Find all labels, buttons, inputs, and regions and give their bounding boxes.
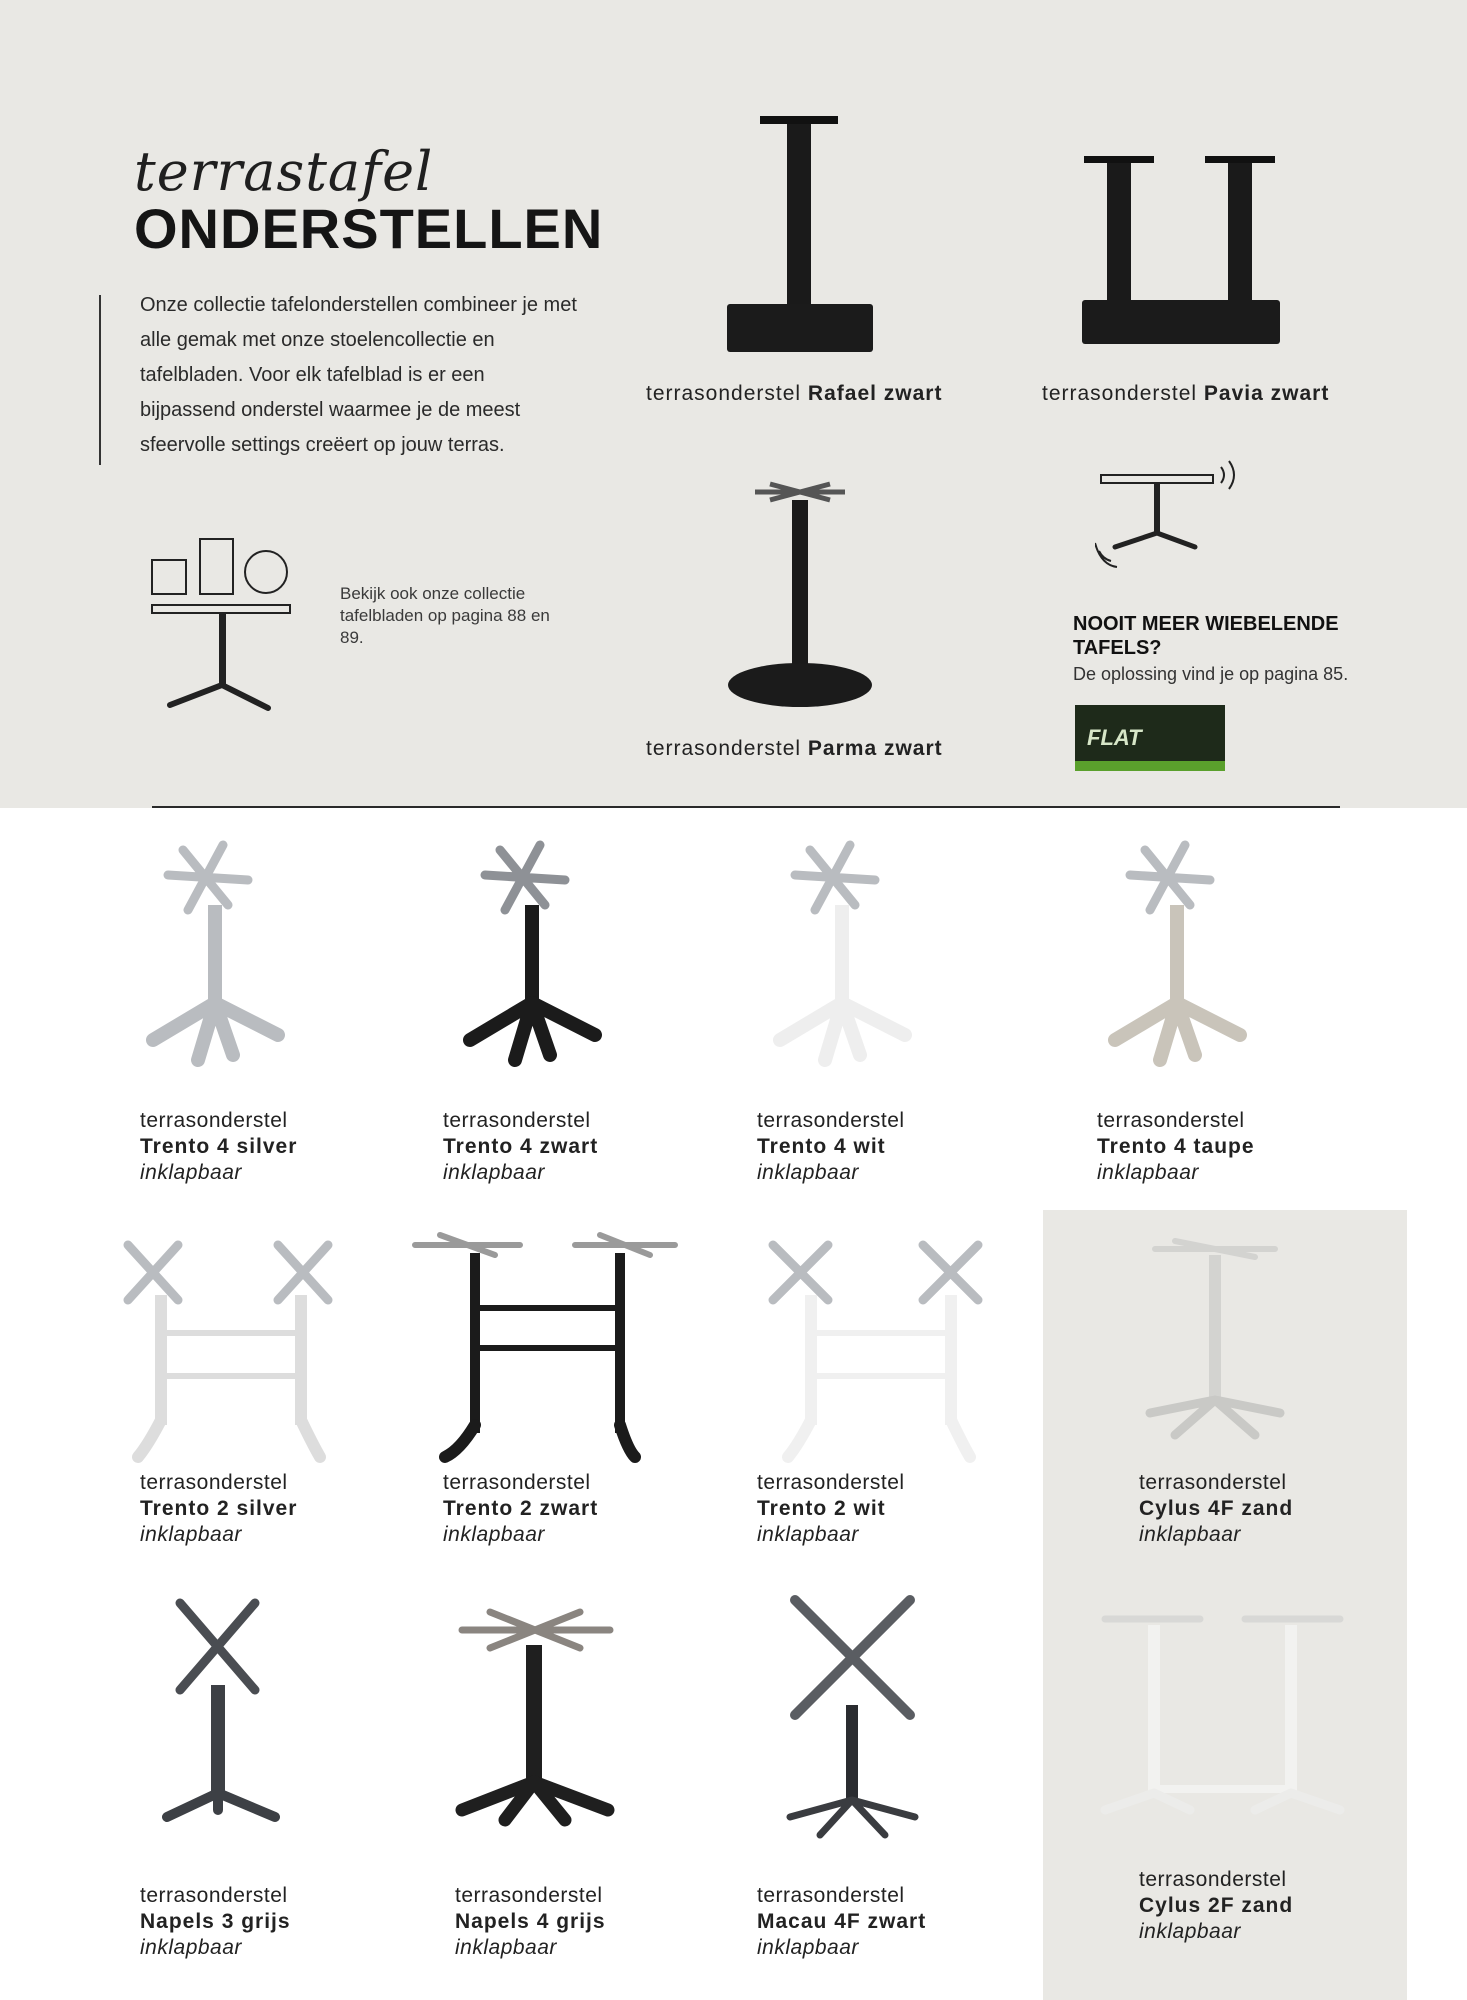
tabletop-reference-text: Bekijk ook onze collectie tafelbladen op pagina 88 en 89. (340, 584, 550, 647)
caption-line3: inklapbaar (1097, 1161, 1199, 1184)
caption-line2: Trento 2 silver (140, 1497, 298, 1520)
caption-line1: terrasonderstel (757, 1884, 905, 1907)
product-caption (443, 1108, 598, 1186)
trento2-black-image (410, 1225, 680, 1465)
package-strip (1075, 761, 1225, 771)
wobble-subtext: De oplossing vind je op pagina 85. (1073, 664, 1349, 684)
caption-line3: inklapbaar (757, 1161, 859, 1184)
caption-line1: terrasonderstel (443, 1471, 591, 1494)
caption-line3: inklapbaar (140, 1936, 242, 1959)
caption-line1: terrasonderstel (1139, 1868, 1287, 1891)
caption-line1: terrasonderstel (140, 1884, 288, 1907)
cylus2f-sand-image (1090, 1605, 1355, 1825)
caption-line1: terrasonderstel (757, 1471, 905, 1494)
caption-line1: terrasonderstel (1097, 1109, 1245, 1132)
trento4-black-image (455, 835, 620, 1070)
product-caption (1139, 1470, 1293, 1548)
caption-line2: Napels 3 grijs (140, 1910, 291, 1933)
caption-line3: inklapbaar (140, 1523, 242, 1546)
caption-name: Parma zwart (807, 737, 943, 760)
caption-line3: inklapbaar (757, 1936, 859, 1959)
trento4-white-image (765, 835, 930, 1070)
cylus4f-sand-image (1135, 1235, 1295, 1450)
product-caption (140, 1108, 297, 1186)
product-caption (757, 1108, 905, 1186)
caption-name: Rafael zwart (807, 382, 943, 405)
caption-line2: Trento 4 zwart (443, 1135, 599, 1158)
flat-logo-text: FLAT (1087, 725, 1142, 750)
caption-line3: inklapbaar (443, 1523, 545, 1546)
page-title: ONDERSTELLEN (134, 197, 604, 260)
caption-line3: inklapbaar (140, 1161, 242, 1184)
caption-line2: Cylus 4F zand (1139, 1497, 1294, 1520)
caption-rafael (646, 382, 942, 406)
caption-line1: terrasonderstel (757, 1109, 905, 1132)
caption-line1: terrasonderstel (140, 1109, 288, 1132)
product-caption (140, 1470, 297, 1548)
napels3-grey-image (145, 1595, 295, 1835)
pavia-base-image (1070, 140, 1290, 360)
wobble-heading: NOOIT MEER WIEBELENDE TAFELS? (1073, 613, 1339, 659)
rafael-base-image (715, 100, 885, 360)
caption-line2: Macau 4F zwart (757, 1910, 927, 1933)
product-caption (757, 1470, 905, 1548)
caption-line3: inklapbaar (1139, 1920, 1241, 1943)
product-caption (1097, 1108, 1255, 1186)
section-divider (152, 806, 1340, 808)
intro-accent-bar (99, 295, 101, 465)
caption-prefix: terrasonderstel (1042, 382, 1198, 405)
trento2-silver-image (98, 1225, 360, 1465)
caption-pavia (1042, 382, 1329, 406)
trento2-white-image (748, 1225, 1003, 1465)
napels4-grey-image (450, 1600, 620, 1835)
caption-line3: inklapbaar (455, 1936, 557, 1959)
caption-parma (646, 737, 943, 761)
caption-line2: Napels 4 grijs (455, 1910, 606, 1933)
caption-line2: Trento 2 zwart (443, 1497, 599, 1520)
macau4f-black-image (770, 1595, 935, 1840)
caption-line2: Trento 4 silver (140, 1135, 298, 1158)
wobble-table-icon (1095, 455, 1240, 575)
caption-prefix: terrasonderstel (646, 382, 802, 405)
trento4-silver-image (138, 835, 303, 1070)
flat-equalizers-package (1075, 705, 1225, 771)
caption-line2: Cylus 2F zand (1139, 1894, 1294, 1917)
caption-prefix: terrasonderstel (646, 737, 802, 760)
caption-line2: Trento 2 wit (757, 1497, 886, 1520)
caption-line1: terrasonderstel (443, 1109, 591, 1132)
caption-line3: inklapbaar (443, 1161, 545, 1184)
caption-line1: terrasonderstel (1139, 1471, 1287, 1494)
product-caption (443, 1470, 598, 1548)
product-caption (1139, 1867, 1293, 1945)
caption-line1: terrasonderstel (140, 1471, 288, 1494)
caption-line2: Trento 4 wit (757, 1135, 886, 1158)
caption-line3: inklapbaar (757, 1523, 859, 1546)
product-caption (757, 1883, 926, 1961)
parma-base-image (715, 480, 885, 720)
intro-text: Onze collectie tafelonderstellen combineer je met alle gemak met onze stoelencollectie en tafelbladen. Voor elk tafelblad is er een bijpassend onderstel waarmee je de meest sfeervolle settings creëert op jouw terras. (140, 294, 577, 456)
product-caption (140, 1883, 291, 1961)
caption-line2: Trento 4 taupe (1097, 1135, 1255, 1158)
caption-name: Pavia zwart (1203, 382, 1330, 405)
product-caption (455, 1883, 606, 1961)
tabletop-collection-icon (150, 535, 295, 715)
trento4-taupe-image (1100, 835, 1265, 1070)
caption-line3: inklapbaar (1139, 1523, 1241, 1546)
title-script: terrastafel (134, 140, 434, 203)
caption-line1: terrasonderstel (455, 1884, 603, 1907)
